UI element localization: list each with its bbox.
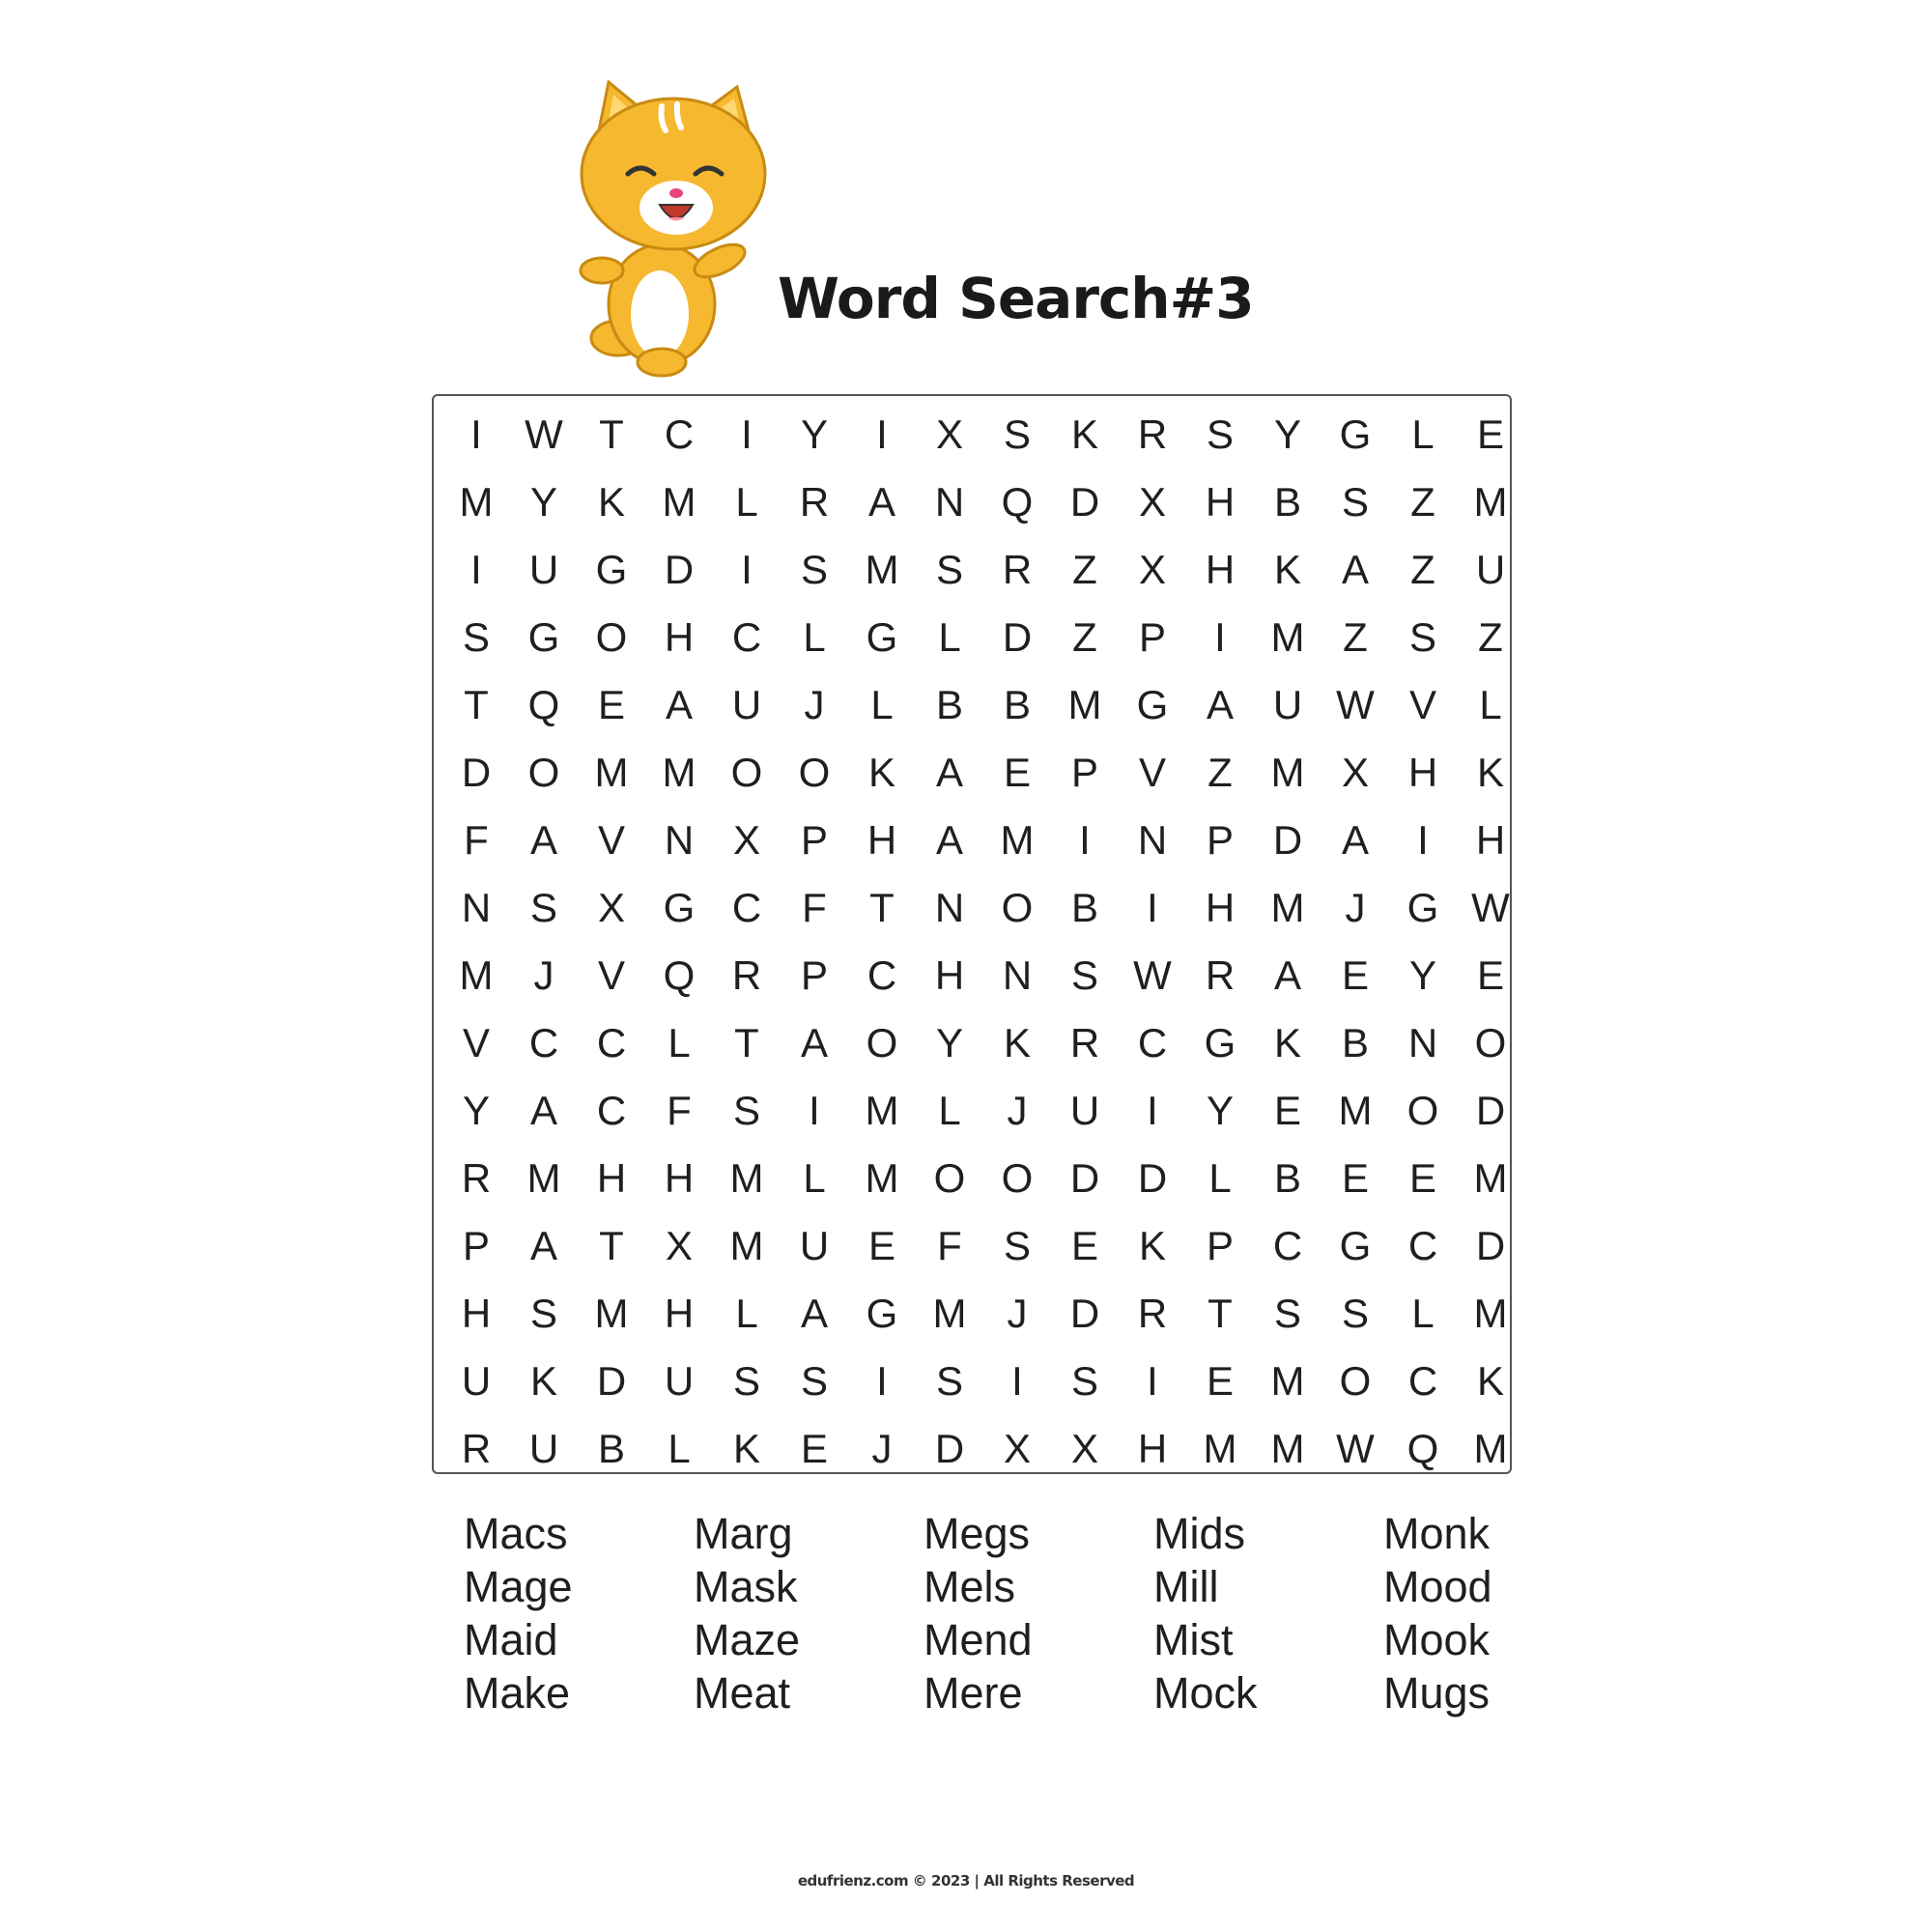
- grid-letter[interactable]: V: [597, 952, 625, 998]
- grid-letter[interactable]: O: [1339, 1358, 1372, 1404]
- grid-letter[interactable]: S: [935, 547, 963, 592]
- grid-letter[interactable]: I: [470, 547, 482, 592]
- grid-letter[interactable]: S: [1003, 412, 1031, 457]
- grid-letter[interactable]: V: [597, 817, 625, 863]
- grid-letter[interactable]: Z: [1072, 614, 1097, 660]
- grid-letter[interactable]: N: [664, 817, 695, 863]
- grid-letter[interactable]: L: [870, 682, 894, 727]
- worksheet-title: Word Search#3: [778, 266, 1254, 331]
- grid-letter[interactable]: H: [596, 1155, 627, 1201]
- grid-letter[interactable]: E: [1341, 1155, 1369, 1201]
- grid-letter[interactable]: I: [876, 412, 888, 457]
- grid-letter[interactable]: K: [1138, 1223, 1166, 1268]
- grid-letter[interactable]: E: [597, 682, 625, 727]
- word-list-item: Macs: [464, 1509, 568, 1558]
- word-list-item: Megs: [923, 1509, 1031, 1558]
- grid-letter[interactable]: P: [800, 817, 828, 863]
- grid-letter[interactable]: P: [1206, 817, 1234, 863]
- grid-letter[interactable]: C: [1407, 1358, 1438, 1404]
- grid-letter[interactable]: F: [937, 1223, 962, 1268]
- grid-letter[interactable]: J: [1007, 1088, 1028, 1133]
- grid-letter[interactable]: R: [1137, 412, 1168, 457]
- word-list-item: Mask: [694, 1562, 798, 1611]
- grid-letter[interactable]: G: [866, 614, 898, 660]
- grid-letter[interactable]: K: [1476, 750, 1504, 795]
- grid-letter[interactable]: L: [735, 1291, 758, 1336]
- grid-letter[interactable]: G: [1339, 412, 1372, 457]
- grid-letter[interactable]: E: [1408, 1155, 1436, 1201]
- grid-letter[interactable]: M: [459, 952, 494, 998]
- grid-letter[interactable]: U: [664, 1358, 695, 1404]
- grid-letter[interactable]: M: [1338, 1088, 1373, 1133]
- copyright-footer: edufrienz.com © 2023 | All Rights Reserved: [797, 1872, 1135, 1889]
- grid-letter[interactable]: X: [732, 817, 760, 863]
- grid-letter[interactable]: K: [1070, 412, 1098, 457]
- grid-letter[interactable]: M: [1473, 1426, 1508, 1471]
- grid-letter[interactable]: E: [1476, 412, 1504, 457]
- grid-letter[interactable]: I: [1147, 885, 1158, 930]
- grid-letter[interactable]: D: [596, 1358, 627, 1404]
- grid-letter[interactable]: H: [1205, 885, 1236, 930]
- grid-letter[interactable]: L: [735, 479, 758, 525]
- grid-letter[interactable]: N: [1137, 817, 1168, 863]
- word-list-item: Marg: [694, 1509, 793, 1558]
- grid-letter[interactable]: O: [1001, 1155, 1034, 1201]
- grid-letter[interactable]: T: [599, 1223, 624, 1268]
- grid-letter[interactable]: O: [595, 614, 628, 660]
- word-list-item: Maid: [464, 1615, 558, 1664]
- grid-letter[interactable]: K: [1273, 547, 1301, 592]
- word-list-item: Mage: [464, 1562, 573, 1611]
- grid-letter[interactable]: U: [799, 1223, 830, 1268]
- grid-letter[interactable]: L: [1208, 1155, 1232, 1201]
- grid-letter[interactable]: K: [529, 1358, 557, 1404]
- grid-letter[interactable]: N: [934, 479, 965, 525]
- grid-letter[interactable]: U: [528, 1426, 559, 1471]
- grid-letter[interactable]: F: [464, 817, 489, 863]
- grid-letter[interactable]: I: [809, 1088, 820, 1133]
- grid-letter[interactable]: A: [529, 1088, 557, 1133]
- grid-letter[interactable]: Q: [1001, 479, 1034, 525]
- grid-letter[interactable]: J: [871, 1426, 893, 1471]
- grid-letter[interactable]: M: [865, 1155, 899, 1201]
- grid-letter[interactable]: C: [596, 1088, 627, 1133]
- grid-letter[interactable]: A: [935, 817, 963, 863]
- grid-letter[interactable]: H: [664, 1155, 695, 1201]
- word-list-item: Mill: [1153, 1562, 1219, 1611]
- grid-letter[interactable]: J: [533, 952, 554, 998]
- word-list-item: Mist: [1153, 1615, 1234, 1664]
- grid-letter[interactable]: U: [731, 682, 762, 727]
- grid-letter[interactable]: G: [866, 1291, 898, 1336]
- grid-letter[interactable]: D: [461, 750, 492, 795]
- grid-letter[interactable]: H: [1205, 547, 1236, 592]
- grid-letter[interactable]: S: [800, 1358, 828, 1404]
- grid-letter[interactable]: T: [1208, 1291, 1233, 1336]
- grid-letter[interactable]: D: [1002, 614, 1033, 660]
- grid-letter[interactable]: Y: [1408, 952, 1436, 998]
- grid-letter[interactable]: C: [731, 885, 762, 930]
- grid-letter[interactable]: N: [461, 885, 492, 930]
- grid-letter[interactable]: M: [662, 479, 696, 525]
- grid-letter[interactable]: X: [1138, 547, 1166, 592]
- grid-letter[interactable]: J: [1007, 1291, 1028, 1336]
- grid-letter[interactable]: Z: [1343, 614, 1368, 660]
- grid-letter[interactable]: X: [1070, 1426, 1098, 1471]
- grid-letter[interactable]: C: [1272, 1223, 1303, 1268]
- grid-letter[interactable]: G: [1136, 682, 1169, 727]
- grid-letter[interactable]: E: [1273, 1088, 1301, 1133]
- grid-letter[interactable]: S: [1070, 952, 1098, 998]
- word-list: [464, 1507, 1526, 1719]
- grid-letter[interactable]: S: [800, 547, 828, 592]
- word-list-item: Make: [464, 1668, 571, 1718]
- grid-letter[interactable]: L: [803, 614, 826, 660]
- grid-letter[interactable]: K: [1003, 1020, 1031, 1065]
- grid-letter[interactable]: C: [664, 412, 695, 457]
- cat-mascot-icon: [565, 77, 778, 382]
- grid-letter[interactable]: C: [596, 1020, 627, 1065]
- grid-letter[interactable]: Y: [1206, 1088, 1234, 1133]
- grid-letter[interactable]: M: [1067, 682, 1102, 727]
- grid-letter[interactable]: G: [1339, 1223, 1372, 1268]
- word-list-item: Mugs: [1383, 1668, 1491, 1718]
- grid-letter[interactable]: M: [1203, 1426, 1237, 1471]
- grid-letter[interactable]: Z: [1410, 479, 1435, 525]
- grid-letter[interactable]: O: [866, 1020, 898, 1065]
- grid-letter[interactable]: I: [470, 412, 482, 457]
- grid-letter[interactable]: I: [1147, 1088, 1158, 1133]
- grid-letter[interactable]: I: [741, 547, 753, 592]
- grid-letter[interactable]: P: [1070, 750, 1098, 795]
- grid-letter[interactable]: I: [1079, 817, 1091, 863]
- grid-letter[interactable]: R: [1205, 952, 1236, 998]
- grid-letter[interactable]: B: [1070, 885, 1098, 930]
- grid-letter[interactable]: S: [1341, 479, 1369, 525]
- grid-letter[interactable]: L: [938, 1088, 961, 1133]
- grid-letter[interactable]: U: [1475, 547, 1506, 592]
- grid-letter[interactable]: B: [1341, 1020, 1369, 1065]
- grid-letter[interactable]: K: [732, 1426, 760, 1471]
- grid-letter[interactable]: G: [527, 614, 560, 660]
- grid-letter[interactable]: Z: [1208, 750, 1233, 795]
- grid-letter[interactable]: A: [665, 682, 693, 727]
- grid-letter[interactable]: D: [934, 1426, 965, 1471]
- grid-letter[interactable]: D: [1069, 1291, 1100, 1336]
- word-list-item: Mook: [1383, 1615, 1491, 1664]
- grid-letter[interactable]: P: [1138, 614, 1166, 660]
- grid-letter[interactable]: H: [1475, 817, 1506, 863]
- grid-letter[interactable]: X: [597, 885, 625, 930]
- grid-letter[interactable]: I: [741, 412, 753, 457]
- grid-letter[interactable]: H: [1205, 479, 1236, 525]
- grid-letter[interactable]: Y: [800, 412, 828, 457]
- grid-letter[interactable]: Y: [935, 1020, 963, 1065]
- grid-letter[interactable]: A: [800, 1020, 828, 1065]
- grid-letter[interactable]: M: [1270, 750, 1305, 795]
- grid-letter[interactable]: B: [1273, 1155, 1301, 1201]
- grid-letter[interactable]: M: [932, 1291, 967, 1336]
- grid-letter[interactable]: H: [461, 1291, 492, 1336]
- grid-letter[interactable]: T: [869, 885, 895, 930]
- grid-letter[interactable]: W: [1336, 1426, 1375, 1471]
- grid-letter[interactable]: M: [594, 1291, 629, 1336]
- grid-letter[interactable]: S: [1273, 1291, 1301, 1336]
- grid-letter[interactable]: Y: [529, 479, 557, 525]
- grid-letter[interactable]: D: [1069, 1155, 1100, 1201]
- grid-letter[interactable]: U: [1272, 682, 1303, 727]
- grid-letter[interactable]: S: [462, 614, 490, 660]
- word-list-item: Mood: [1383, 1562, 1492, 1611]
- grid-letter[interactable]: M: [1270, 1426, 1305, 1471]
- grid-letter[interactable]: U: [461, 1358, 492, 1404]
- grid-letter[interactable]: E: [867, 1223, 895, 1268]
- grid-letter[interactable]: A: [529, 817, 557, 863]
- grid-letter[interactable]: N: [934, 885, 965, 930]
- grid-letter[interactable]: M: [729, 1223, 764, 1268]
- grid-letter[interactable]: M: [1473, 479, 1508, 525]
- grid-letter[interactable]: D: [1069, 479, 1100, 525]
- grid-letter[interactable]: W: [1336, 682, 1375, 727]
- grid-letter[interactable]: U: [528, 547, 559, 592]
- grid-letter[interactable]: D: [1475, 1223, 1506, 1268]
- grid-letter[interactable]: V: [1138, 750, 1166, 795]
- grid-letter[interactable]: A: [529, 1223, 557, 1268]
- grid-letter[interactable]: S: [529, 885, 557, 930]
- grid-letter[interactable]: L: [938, 614, 961, 660]
- grid-letter[interactable]: K: [867, 750, 895, 795]
- grid-letter[interactable]: G: [663, 885, 696, 930]
- grid-letter[interactable]: R: [731, 952, 762, 998]
- word-list-item: Mels: [923, 1562, 1016, 1611]
- grid-letter[interactable]: N: [1407, 1020, 1438, 1065]
- word-list-item: Mere: [923, 1668, 1023, 1718]
- grid-letter[interactable]: U: [1069, 1088, 1100, 1133]
- grid-letter[interactable]: D: [664, 547, 695, 592]
- grid-letter[interactable]: G: [595, 547, 628, 592]
- grid-letter[interactable]: M: [1473, 1291, 1508, 1336]
- grid-letter[interactable]: R: [461, 1155, 492, 1201]
- grid-letter[interactable]: O: [730, 750, 763, 795]
- word-list-item: Monk: [1383, 1509, 1491, 1558]
- grid-letter[interactable]: M: [459, 479, 494, 525]
- grid-letter[interactable]: L: [668, 1426, 691, 1471]
- grid-letter[interactable]: X: [665, 1223, 693, 1268]
- grid-letter[interactable]: M: [1270, 1358, 1305, 1404]
- grid-letter[interactable]: H: [1137, 1426, 1168, 1471]
- grid-letter[interactable]: D: [1475, 1088, 1506, 1133]
- grid-letter[interactable]: E: [1341, 952, 1369, 998]
- grid-letter[interactable]: R: [1002, 547, 1033, 592]
- grid-letter[interactable]: S: [1206, 412, 1234, 457]
- grid-letter[interactable]: S: [1408, 614, 1436, 660]
- grid-letter[interactable]: L: [668, 1020, 691, 1065]
- grid-letter[interactable]: J: [804, 682, 825, 727]
- grid-letter[interactable]: D: [1272, 817, 1303, 863]
- grid-letter[interactable]: M: [526, 1155, 561, 1201]
- grid-letter[interactable]: M: [594, 750, 629, 795]
- grid-letter[interactable]: M: [1473, 1155, 1508, 1201]
- grid-letter[interactable]: V: [1408, 682, 1436, 727]
- grid-letter[interactable]: K: [1476, 1358, 1504, 1404]
- word-list-item: Mock: [1153, 1668, 1258, 1718]
- grid-letter[interactable]: F: [667, 1088, 692, 1133]
- grid-letter[interactable]: M: [865, 547, 899, 592]
- grid-letter[interactable]: L: [1479, 682, 1502, 727]
- grid-letter[interactable]: H: [664, 1291, 695, 1336]
- grid-letter[interactable]: J: [1345, 885, 1366, 930]
- grid-letter[interactable]: R: [1069, 1020, 1100, 1065]
- grid-letter[interactable]: N: [1002, 952, 1033, 998]
- word-list-item: Meat: [694, 1668, 791, 1718]
- grid-letter[interactable]: R: [461, 1426, 492, 1471]
- grid-letter[interactable]: W: [1471, 885, 1510, 930]
- grid-letter[interactable]: O: [1474, 1020, 1507, 1065]
- grid-letter[interactable]: X: [1003, 1426, 1031, 1471]
- grid-letter[interactable]: C: [1407, 1223, 1438, 1268]
- grid-letter[interactable]: X: [1138, 479, 1166, 525]
- grid-letter[interactable]: X: [935, 412, 963, 457]
- grid-letter[interactable]: K: [1273, 1020, 1301, 1065]
- grid-letter[interactable]: O: [1406, 1088, 1439, 1133]
- grid-letter[interactable]: F: [802, 885, 827, 930]
- grid-letter[interactable]: E: [1476, 952, 1504, 998]
- grid-letter[interactable]: M: [662, 750, 696, 795]
- grid-letter[interactable]: E: [1206, 1358, 1234, 1404]
- grid-letter[interactable]: H: [867, 817, 897, 863]
- grid-letter[interactable]: I: [1214, 614, 1226, 660]
- grid-letter[interactable]: G: [1204, 1020, 1236, 1065]
- grid-letter[interactable]: O: [798, 750, 831, 795]
- grid-letter[interactable]: C: [1137, 1020, 1168, 1065]
- grid-letter[interactable]: A: [1341, 547, 1369, 592]
- grid-letter[interactable]: A: [1206, 682, 1234, 727]
- grid-letter[interactable]: H: [934, 952, 965, 998]
- grid-letter[interactable]: Z: [1072, 547, 1097, 592]
- grid-letter[interactable]: O: [527, 750, 560, 795]
- grid-letter[interactable]: E: [1070, 1223, 1098, 1268]
- grid-letter[interactable]: I: [1417, 817, 1429, 863]
- grid-letter[interactable]: S: [935, 1358, 963, 1404]
- grid-letter[interactable]: R: [799, 479, 830, 525]
- grid-letter[interactable]: C: [867, 952, 897, 998]
- grid-letter[interactable]: S: [1070, 1358, 1098, 1404]
- grid-letter[interactable]: I: [876, 1358, 888, 1404]
- grid-letter[interactable]: O: [1001, 885, 1034, 930]
- grid-letter[interactable]: M: [1270, 614, 1305, 660]
- grid-letter[interactable]: V: [462, 1020, 490, 1065]
- grid-letter[interactable]: Z: [1410, 547, 1435, 592]
- grid-letter[interactable]: L: [1411, 412, 1435, 457]
- grid-letter[interactable]: Y: [462, 1088, 490, 1133]
- grid-letter[interactable]: M: [1270, 885, 1305, 930]
- grid-letter[interactable]: K: [597, 479, 625, 525]
- grid-letter[interactable]: Z: [1478, 614, 1503, 660]
- word-list-item: Mids: [1153, 1509, 1246, 1558]
- grid-letter[interactable]: A: [867, 479, 895, 525]
- grid-letter[interactable]: C: [731, 614, 762, 660]
- grid-letter[interactable]: W: [525, 412, 563, 457]
- grid-letter[interactable]: L: [1411, 1291, 1435, 1336]
- grid-letter[interactable]: C: [528, 1020, 559, 1065]
- grid-letter[interactable]: M: [1000, 817, 1035, 863]
- word-list-item: Mend: [923, 1615, 1033, 1664]
- grid-letter[interactable]: A: [800, 1291, 828, 1336]
- grid-letter[interactable]: R: [1137, 1291, 1168, 1336]
- grid-letter[interactable]: M: [729, 1155, 764, 1201]
- grid-letter[interactable]: Q: [527, 682, 560, 727]
- grid-letter[interactable]: O: [933, 1155, 966, 1201]
- grid-letter[interactable]: I: [1147, 1358, 1158, 1404]
- grid-letter[interactable]: L: [803, 1155, 826, 1201]
- grid-letter[interactable]: S: [529, 1291, 557, 1336]
- grid-letter[interactable]: Q: [663, 952, 696, 998]
- grid-letter[interactable]: B: [597, 1426, 625, 1471]
- word-list-item: Maze: [694, 1615, 801, 1664]
- grid-letter[interactable]: P: [800, 952, 828, 998]
- grid-letter[interactable]: I: [1011, 1358, 1023, 1404]
- grid-letter[interactable]: S: [732, 1358, 760, 1404]
- grid-letter[interactable]: E: [800, 1426, 828, 1471]
- grid-letter[interactable]: A: [935, 750, 963, 795]
- grid-letter[interactable]: H: [1407, 750, 1438, 795]
- grid-letter[interactable]: S: [1003, 1223, 1031, 1268]
- grid-letter[interactable]: P: [462, 1223, 490, 1268]
- grid-letter[interactable]: Y: [1273, 412, 1301, 457]
- grid-letter[interactable]: B: [1273, 479, 1301, 525]
- grid-letter[interactable]: D: [1137, 1155, 1168, 1201]
- letter-grid: [442, 401, 1510, 1483]
- grid-letter[interactable]: H: [664, 614, 695, 660]
- grid-letter[interactable]: G: [1406, 885, 1439, 930]
- grid-letter[interactable]: A: [1273, 952, 1301, 998]
- grid-letter[interactable]: T: [599, 412, 624, 457]
- grid-letter[interactable]: T: [734, 1020, 759, 1065]
- grid-letter[interactable]: S: [732, 1088, 760, 1133]
- grid-letter[interactable]: A: [1341, 817, 1369, 863]
- grid-letter[interactable]: X: [1341, 750, 1369, 795]
- grid-letter[interactable]: B: [935, 682, 963, 727]
- grid-letter[interactable]: E: [1003, 750, 1031, 795]
- grid-letter[interactable]: Q: [1406, 1426, 1439, 1471]
- grid-letter[interactable]: W: [1133, 952, 1172, 998]
- grid-letter[interactable]: S: [1341, 1291, 1369, 1336]
- grid-letter[interactable]: M: [865, 1088, 899, 1133]
- grid-letter[interactable]: P: [1206, 1223, 1234, 1268]
- grid-letter[interactable]: B: [1003, 682, 1031, 727]
- grid-letter[interactable]: T: [464, 682, 489, 727]
